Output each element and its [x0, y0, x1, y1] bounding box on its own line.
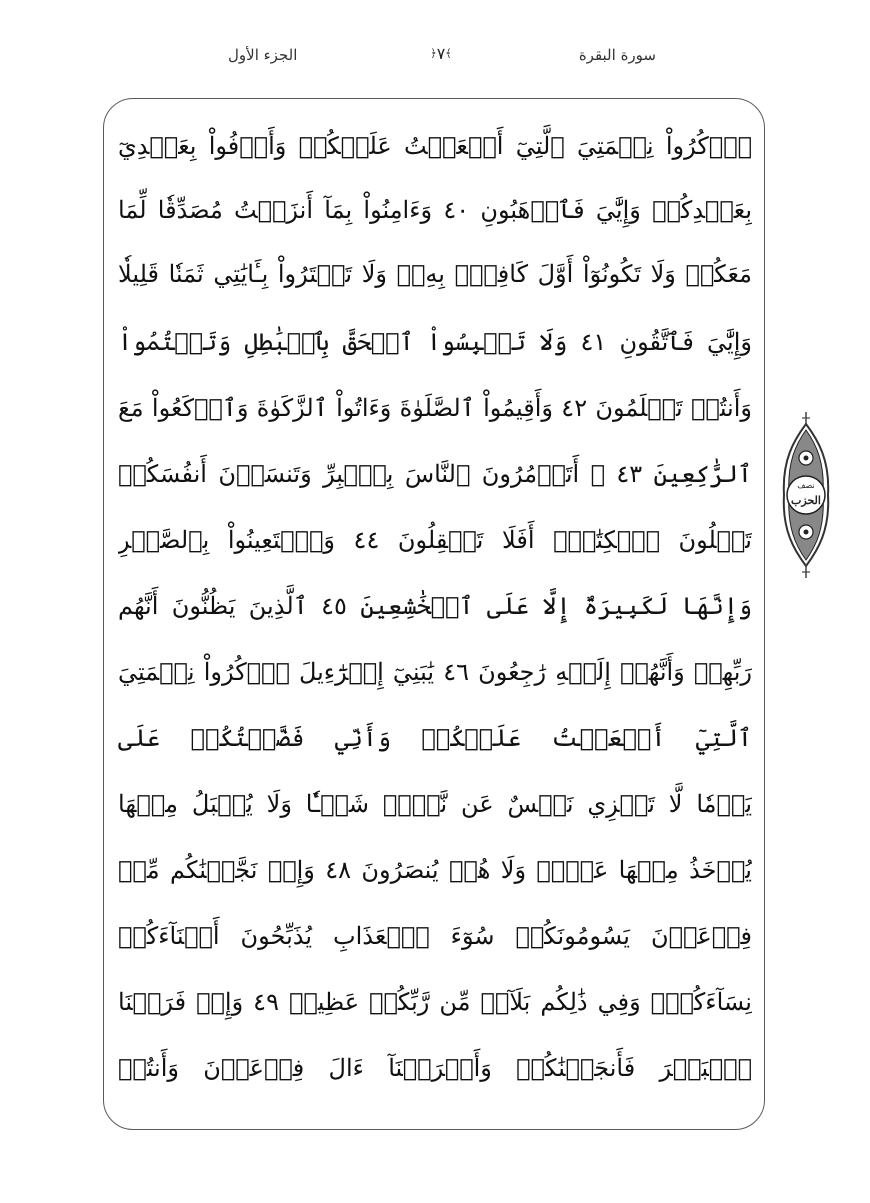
text-body	[118, 118, 752, 1118]
line-text: فِرۡعَوۡنَ يَسُومُونَكُمۡ سُوٓءَ ٱلۡعَذَابِ يُذَبِّحُونَ أَبۡنَآءَكُمۡ	[118, 922, 752, 950]
line-text: يُؤۡخَذُ مِنۡهَا عَدۡلٞ وَلَا هُمۡ يُنصَرُونَ ٤٨ وَإِذۡ نَجَّيۡنَٰكُم مِّنۡ	[118, 856, 752, 884]
line-text: ٱلۡبَحۡرَ فَأَنجَيۡنَٰكُمۡ وَأَغۡرَقۡنَآ ءَالَ فِرۡعَوۡنَ وَأَنتُمۡ	[118, 1054, 752, 1082]
text-line	[118, 578, 752, 634]
text-line	[118, 182, 752, 238]
text-line	[118, 380, 752, 436]
line-text: نِسَآءَكُمۡۚ وَفِي ذَٰلِكُم بَلَآءٞ مِّن رَّبِّكُمۡ عَظِيمٞ ٤٩ وَإِذۡ فَرَقۡنَا	[118, 988, 752, 1016]
line-text: بِعَهۡدِكُمۡ وَإِيَّٰيَ فَٱرۡهَبُونِ ٤٠ وَءَامِنُواْ بِمَآ أَنزَلۡتُ مُصَدِّقٗا لِّمَا	[118, 196, 752, 224]
page-ornament-right: ﴾	[445, 47, 452, 60]
line-text: ٱلَّتِيٓ أَنۡعَمۡتُ عَلَيۡكُمۡ وَأَنِّي فَضَّلۡتُكُمۡ عَلَى	[118, 724, 752, 752]
text-line	[118, 512, 752, 568]
line-text: ٱذۡكُرُواْ نِعۡمَتِيَ ٱلَّتِيٓ أَنۡعَمۡتُ عَلَيۡكُمۡ وَأَوۡفُواْ بِعَهۡدِيٓ	[118, 132, 752, 160]
text-line	[118, 710, 752, 766]
text-line	[118, 246, 752, 302]
line-text: ٱلرَّٰكِعِينَ ٤٣ ۞ أَتَأۡمُرُونَ ٱلنَّاسَ بِٱلۡبِرِّ وَتَنسَوۡنَ أَنفُسَكُمۡ	[118, 460, 752, 488]
juz-title: الجزء الأول	[228, 46, 298, 64]
text-line	[118, 974, 752, 1030]
page-header	[200, 42, 680, 78]
line-text: وَإِيَّٰيَ فَٱتَّقُونِ ٤١ وَلَا تَلۡبِسُواْ ٱلۡحَقَّ بِٱلۡبَٰطِلِ وَتَكۡتُمُواْ	[118, 328, 752, 356]
text-line	[118, 776, 752, 832]
line-text: مَعَكُمۡ وَلَا تَكُونُوٓاْ أَوَّلَ كَافِرِۭ بِهِۦۖ وَلَا تَشۡتَرُواْ بِـَٔايَٰتِي ثَمَنٗا قَلِيلٗا	[118, 260, 752, 288]
line-text: تَتۡلُونَ ٱلۡكِتَٰبَۚ أَفَلَا تَعۡقِلُونَ ٤٤ وَٱسۡتَعِينُواْ بِٱلصَّبۡرِ	[118, 526, 752, 554]
line-text: وَإِنَّهَا لَكَبِيرَةٌ إِلَّا عَلَى ٱلۡخَٰشِعِينَ ٤٥ ٱلَّذِينَ يَظُنُّونَ أَنَّهُم	[118, 592, 752, 620]
line-text: وَأَنتُمۡ تَعۡلَمُونَ ٤٢ وَأَقِيمُواْ ٱلصَّلَوٰةَ وَءَاتُواْ ٱلزَّكَوٰةَ وَٱرۡكَعُواْ مَعَ	[118, 394, 752, 422]
text-line	[118, 118, 752, 174]
text-line	[118, 908, 752, 964]
line-text: يَوۡمٗا لَّا تَجۡزِي نَفۡسٌ عَن نَّفۡسٖ شَيۡـٔٗا وَلَا يُقۡبَلُ مِنۡهَا	[118, 790, 752, 818]
text-line	[118, 1040, 752, 1096]
surah-title: سورة البقرة	[578, 46, 656, 64]
text-line	[118, 314, 752, 370]
page-number	[416, 44, 466, 63]
hizb-marker-ornament	[778, 410, 834, 580]
line-text: رَبِّهِمۡ وَأَنَّهُمۡ إِلَيۡهِ رَٰجِعُونَ ٤٦ يَٰبَنِيٓ إِسۡرَٰٓءِيلَ ٱذۡكُرُواْ نِعۡمَتِيَ	[118, 658, 752, 686]
text-line	[118, 842, 752, 898]
page-ornament-left: ﴿	[430, 47, 437, 60]
page-number-value: ٧	[436, 44, 446, 63]
text-line	[118, 446, 752, 502]
text-line	[118, 644, 752, 700]
ornament-label-top: نصف	[797, 481, 815, 490]
ornament-label-bottom: الحزب	[791, 494, 821, 507]
